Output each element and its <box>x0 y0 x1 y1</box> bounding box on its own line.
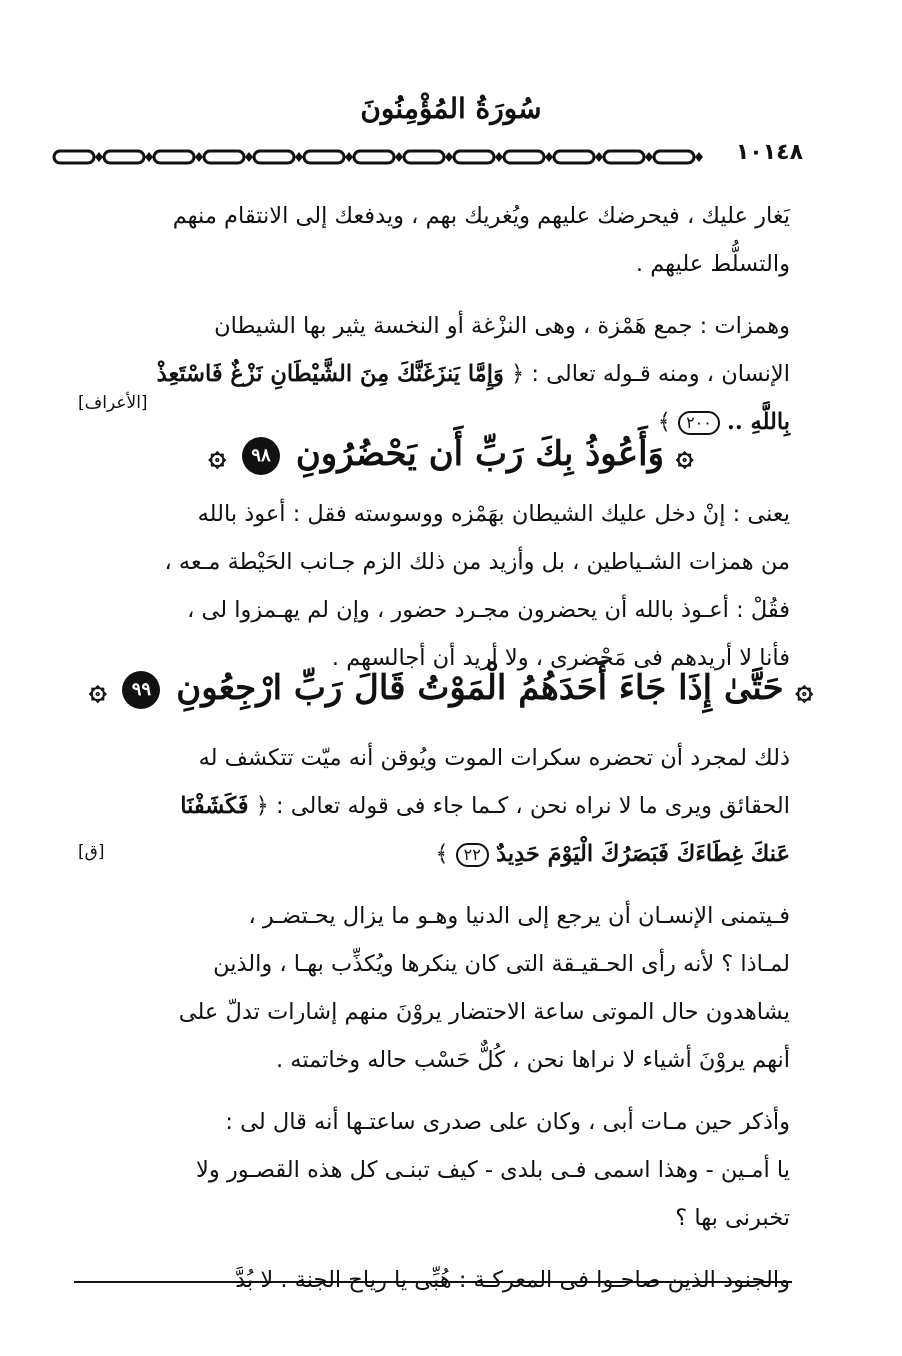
verse-heading-98 <box>0 434 902 475</box>
surah-title: سُورَةُ المُؤْمِنُونَ <box>360 92 542 125</box>
text-segment: الإنسان ، ومنه قـوله تعالى : ﴿ <box>511 361 790 387</box>
text-line: يَغار عليك ، فيحرضك عليهم ويُغريك بهم ، ويدفعك إلى الانتقام منهم <box>172 203 790 229</box>
quran-quote: وَإِمَّا يَنزَغَنَّكَ مِنَ الشَّيْطَانِ نَزْغٌ فَاسْتَعِذْ <box>156 361 504 387</box>
quran-quote: فَكَشَفْنَا <box>180 793 249 819</box>
commentary-block-2 <box>74 490 790 682</box>
text-segment: الحقائق ويرى ما لا نراه نحن ، كـما جاء فى قوله تعالى : ﴿ <box>255 793 790 819</box>
verse-ornament-icon: ۞ <box>208 438 227 473</box>
verse-text: حَتَّىٰ إِذَا جَاءَ أَحَدَهُمُ الْمَوْتُ قَالَ رَبِّ ارْجِعُونِ <box>176 668 784 708</box>
text-line: تخبرنى بها ؟ <box>675 1205 790 1231</box>
text-line: يعنى : إنْ دخل عليك الشيطان بهَمْزه ووسوسته فقل : أعوذ بالله <box>197 501 790 527</box>
text-line: ذلك لمجرد أن تحضره سكرات الموت ويُوقن أنه ميّت تتكشف له <box>198 745 790 771</box>
surah-reference: [ق] <box>78 842 105 862</box>
verse-ornament-icon: ۞ <box>675 438 694 473</box>
quote-close: ﴾ <box>435 841 449 867</box>
verse-number-badge: ٢٢ <box>456 843 489 867</box>
text-line: فأنا لا أريدهم فى مَحْضرى ، ولا أريد أن أجالسهم . <box>331 645 790 671</box>
commentary-block-3 <box>74 734 790 1304</box>
verse-ornament-icon: ۞ <box>795 672 814 707</box>
verse-heading-99 <box>0 668 902 709</box>
text-line <box>74 782 790 830</box>
text-line <box>74 830 790 878</box>
quote-close: ﴾ <box>657 409 671 435</box>
text-line: يشاهدون حال الموتى ساعة الاحتضار يروْنَ منهم إشارات تدلّ على <box>178 999 790 1025</box>
text-line: فقُلْ : أعـوذ بالله أن يحضرون مجـرد حضور ، وإن لم يهـمزوا لى ، <box>187 597 790 623</box>
text-line <box>74 350 790 398</box>
verse-ornament-icon: ۞ <box>88 672 107 707</box>
text-line: وأذكر حين مـات أبى ، وكان على صدرى ساعتـها أنه قال لى : <box>225 1109 790 1135</box>
verse-text: وَأَعُوذُ بِكَ رَبِّ أَن يَحْضُرُونِ <box>295 434 665 474</box>
text-line: أنهم يروْنَ أشياء لا نراها نحن ، كُلٌّ حَسْب حاله وخاتمته . <box>276 1047 790 1073</box>
page-number: ١٠١٤٨ <box>732 140 807 165</box>
surah-reference: [الأعراف] <box>78 393 148 413</box>
footer-rule <box>74 1281 792 1283</box>
quran-quote: عَنكَ غِطَاءَكَ فَبَصَرُكَ الْيَوْمَ حَدِيدٌ <box>496 841 790 867</box>
verse-number-badge: ٩٨ <box>242 437 280 475</box>
verse-number-badge: ٩٩ <box>122 671 160 709</box>
text-line: لمـاذا ؟ لأنه رأى الحـقيـقة التى كان ينكرها ويُكذِّب بهـا ، والذين <box>213 951 790 977</box>
text-line: وهمزات : جمع هَمْزة ، وهى النزْغة أو النخسة يثير بها الشيطان <box>214 313 790 339</box>
text-line: والجنود الذين صاحـوا فى المعركـة : هُبِّى يا رياح الجنة . لا بُدَّ <box>235 1267 790 1293</box>
text-line: والتسلُّط عليهم . <box>635 251 790 277</box>
text-line: يا أمـين - وهذا اسمى فـى بلدى - كيف تبنـى كل هذه القصـور ولا <box>195 1157 790 1183</box>
text-line: فـيتمنى الإنسـان أن يرجع إلى الدنيا وهـو ما يزال يحـتضـر ، <box>248 903 790 929</box>
quran-quote: بِاللَّهِ .. <box>727 409 790 435</box>
text-line: من همزات الشـياطين ، بل وأزيد من ذلك الزم جـانب الحَيْطة مـعه ، <box>164 549 790 575</box>
verse-number-badge: ٢٠٠ <box>678 411 720 435</box>
commentary-block-1 <box>74 192 790 446</box>
ornament-border <box>48 146 810 168</box>
